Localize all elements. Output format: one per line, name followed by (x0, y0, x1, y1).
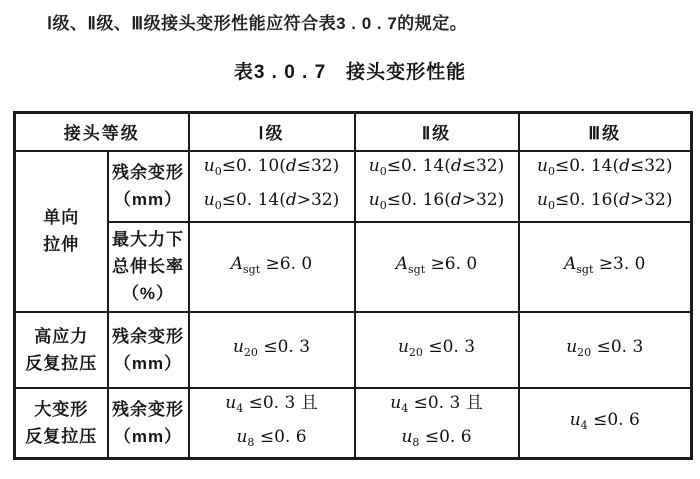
cell-value-gradeI-elongation: $A_{sgt} \ge 6$. 0 (189, 222, 355, 312)
row-uniaxial-residual (15, 151, 692, 222)
intro-paragraph: Ⅰ级、Ⅱ级、Ⅲ级接头变形性能应符合表3 . 0 . 7的规定。 (47, 14, 468, 33)
cell-value-gradeIII-residual: $u_0\le 0$. 14(d≤32) $u_0\le 0$. 16(d>32) (519, 151, 692, 222)
cell-metric-residual-deformation-2: 残余变形 （mm） (108, 312, 189, 388)
header-grade-II: Ⅱ级 (355, 113, 519, 151)
row-high-stress-cyclic (15, 312, 692, 388)
header-joint-grade: 接头等级 (15, 113, 189, 151)
cell-group-high-stress-cyclic: 高应力 反复拉压 (15, 312, 108, 388)
cell-value-gradeI-largedef: $u_4 \le 0$. 3 且 $u_8 \le 0$. 6 (189, 388, 355, 459)
cell-value-gradeIII-highstress: $u_{20} \le 0$. 3 (519, 312, 692, 388)
cell-value-gradeIII-elongation: $A_{sgt} \ge 3$. 0 (519, 222, 692, 312)
cell-value-gradeII-residual: $u_0\le 0$. 14(d≤32) $u_0\le 0$. 16(d>32) (355, 151, 519, 222)
row-uniaxial-elongation (15, 222, 692, 312)
table-title: 表3 . 0 . 7 接头变形性能 (233, 62, 467, 83)
joint-deformation-table (13, 111, 693, 460)
cell-value-gradeI-residual: $u_0\le 0$. 10(d≤32) $u_0\le 0$. 14(d>32) (189, 151, 355, 222)
document-page (0, 9, 700, 479)
cell-value-gradeII-elongation: $A_{sgt} \ge 6$. 0 (355, 222, 519, 312)
cell-metric-residual-deformation-3: 残余变形 （mm） (108, 388, 189, 459)
cell-value-gradeII-highstress: $u_{20} \le 0$. 3 (355, 312, 519, 388)
cell-metric-residual-deformation-1: 残余变形 （mm） (108, 151, 189, 222)
header-grade-III: Ⅲ级 (519, 113, 692, 151)
header-grade-I: Ⅰ级 (189, 113, 355, 151)
cell-group-uniaxial-tension: 单向 拉伸 (15, 151, 108, 312)
cell-value-gradeI-highstress: $u_{20} \le 0$. 3 (189, 312, 355, 388)
row-large-deformation-cyclic (15, 388, 692, 459)
cell-metric-total-elongation: 最大力下 总伸长率 （%） (108, 222, 189, 312)
header-row (15, 113, 692, 151)
cell-group-large-deformation-cyclic: 大变形 反复拉压 (15, 388, 108, 459)
cell-value-gradeIII-largedef: $u_4 \le 0$. 6 (519, 388, 692, 459)
cell-value-gradeII-largedef: $u_4 \le 0$. 3 且 $u_8 \le 0$. 6 (355, 388, 519, 459)
